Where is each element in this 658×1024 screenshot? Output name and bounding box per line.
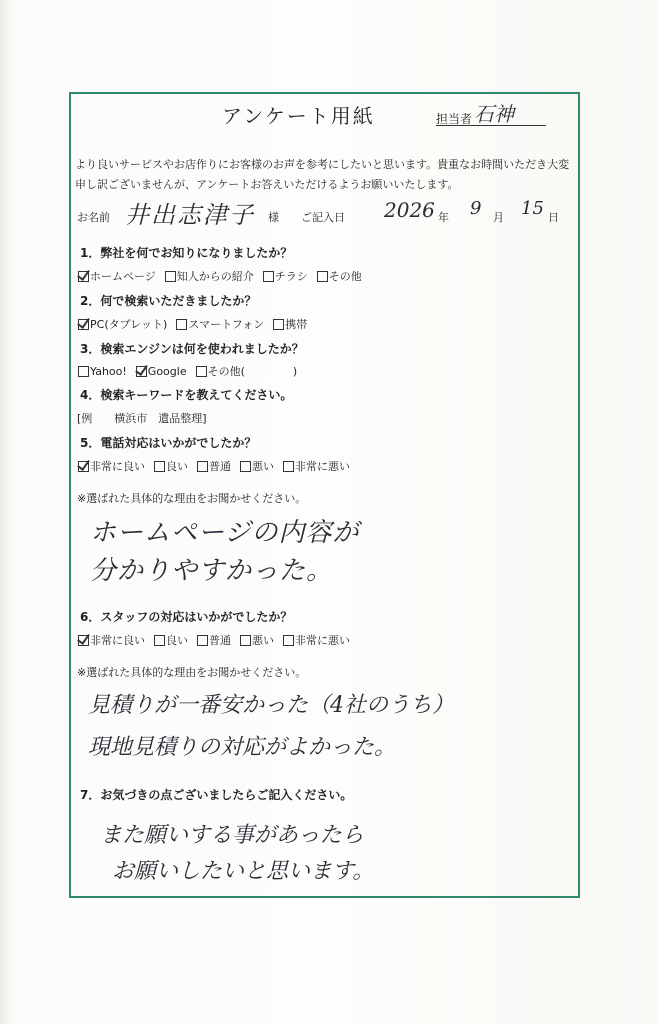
q5-reason-prompt: ※選ばれた具体的な理由をお聞かせください。	[77, 492, 307, 505]
checked-checkbox-icon[interactable]	[136, 366, 147, 377]
q2-option-smartphone[interactable]: スマートフォン	[176, 316, 264, 332]
q6-options	[78, 632, 350, 648]
q3-option-other[interactable]: その他( )	[196, 363, 298, 379]
checkbox-icon[interactable]	[240, 635, 251, 646]
checkbox-icon[interactable]	[283, 461, 294, 472]
q6-label: 6．スタッフの対応はいかがでしたか？	[80, 610, 293, 624]
q6-option-very-good[interactable]: 非常に良い	[78, 632, 145, 648]
q5-option-good[interactable]: 良い	[154, 458, 188, 474]
day-unit: 日	[548, 211, 559, 224]
staff-label: 担当者	[436, 112, 473, 126]
q5-label: 5．電話対応はいかがでしたか？	[80, 436, 257, 450]
q6-option-very-bad[interactable]: 非常に悪い	[283, 632, 350, 648]
honorific: 様	[268, 211, 279, 224]
q2-option-pc[interactable]: PC(タブレット)	[78, 316, 167, 332]
q5-option-normal[interactable]: 普通	[197, 458, 231, 474]
checkbox-icon[interactable]	[78, 366, 89, 377]
q5-option-very-bad[interactable]: 非常に悪い	[283, 458, 350, 474]
staff-underline	[436, 125, 546, 126]
q1-option-homepage[interactable]: ホームページ	[78, 268, 156, 284]
month-unit: 月	[493, 211, 504, 224]
year-unit: 年	[438, 211, 449, 224]
staff-name: 石神	[474, 102, 514, 126]
checkbox-icon[interactable]	[283, 635, 294, 646]
checked-checkbox-icon[interactable]	[78, 461, 89, 472]
q6-answer-line-1: 見積りが一番安かった（4社のうち）	[88, 693, 454, 718]
q2-options	[78, 316, 307, 332]
q7-label: 7．お気づきの点ございましたらご記入ください。	[80, 788, 353, 802]
q4-label: 4．検索キーワードを教えてください。	[80, 388, 293, 402]
form-title: アンケート用紙	[222, 104, 375, 128]
checkbox-icon[interactable]	[154, 461, 165, 472]
q2-option-mobile[interactable]: 携帯	[273, 316, 307, 332]
checkbox-icon[interactable]	[154, 635, 165, 646]
q6-option-bad[interactable]: 悪い	[240, 632, 274, 648]
q6-answer-line-2: 現地見積りの対応がよかった。	[88, 735, 397, 760]
date-label: ご記入日	[301, 211, 345, 224]
q5-option-bad[interactable]: 悪い	[240, 458, 274, 474]
intro-line-1: より良いサービスやお店作りにお客様のお声を参考にしたいと思います。貴重なお時間いただき大変	[75, 158, 570, 171]
checkbox-icon[interactable]	[165, 271, 176, 282]
q1-option-referral[interactable]: 知人からの紹介	[165, 268, 254, 284]
q5-option-very-good[interactable]: 非常に良い	[78, 458, 145, 474]
intro-line-2: 申し訳ございませんが、アンケートお答えいただけるようお願いいたします。	[75, 178, 459, 191]
checkbox-icon[interactable]	[263, 271, 274, 282]
q5-answer-line-1: ホームページの内容が	[90, 518, 360, 548]
checked-checkbox-icon[interactable]	[78, 271, 89, 282]
q1-options	[78, 268, 362, 284]
q6-option-normal[interactable]: 普通	[197, 632, 231, 648]
q5-options	[78, 458, 350, 474]
checked-checkbox-icon[interactable]	[78, 635, 89, 646]
checkbox-icon[interactable]	[197, 635, 208, 646]
q3-option-google[interactable]: Google	[136, 365, 187, 378]
checkbox-icon[interactable]	[317, 271, 328, 282]
q5-answer-line-2: 分かりやすかった。	[90, 556, 334, 586]
checkbox-icon[interactable]	[240, 461, 251, 472]
checkbox-icon[interactable]	[196, 366, 207, 377]
year-value: 2026	[384, 198, 435, 222]
q6-reason-prompt: ※選ばれた具体的な理由をお聞かせください。	[77, 666, 307, 679]
checkbox-icon[interactable]	[273, 319, 284, 330]
name-value: 井出志津子	[125, 201, 255, 229]
checkbox-icon[interactable]	[197, 461, 208, 472]
q3-label: 3．検索エンジンは何を使われましたか？	[80, 342, 304, 356]
q7-answer-line-2: お願いしたいと思います。	[112, 859, 375, 884]
q1-label: 1．弊社を何でお知りになりましたか？	[80, 246, 293, 260]
day-value: 15	[521, 198, 544, 219]
q7-answer-line-1: また願いする事があったら	[100, 823, 364, 848]
q2-label: 2．何で検索いただきましたか？	[80, 294, 257, 308]
q3-options	[78, 363, 297, 379]
q3-option-yahoo[interactable]: Yahoo!	[78, 365, 127, 378]
name-label: お名前	[77, 211, 110, 224]
q4-example: [例 横浜市 遺品整理]	[77, 412, 207, 425]
q6-option-good[interactable]: 良い	[154, 632, 188, 648]
checkbox-icon[interactable]	[176, 319, 187, 330]
checked-checkbox-icon[interactable]	[78, 319, 89, 330]
q1-option-other[interactable]: その他	[317, 268, 362, 284]
q1-option-flyer[interactable]: チラシ	[263, 268, 308, 284]
month-value: 9	[470, 198, 482, 219]
